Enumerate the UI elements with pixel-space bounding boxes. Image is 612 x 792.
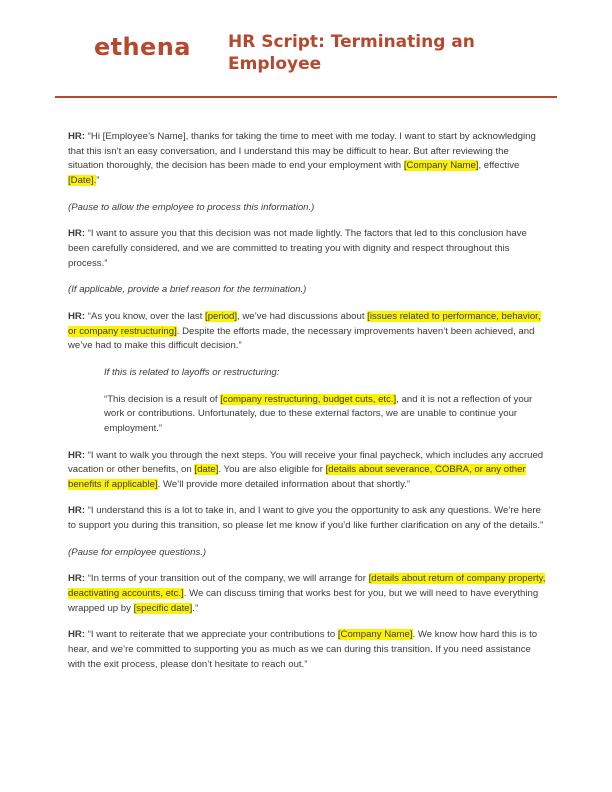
script-paragraph-assurance	[68, 227, 546, 271]
text-segment: . Despite the efforts made, the necessary improvements haven’t been achieved, and we’ve had to make this difficult decision.”	[68, 325, 535, 352]
script-body	[68, 130, 546, 684]
text-segment: .”	[192, 602, 199, 614]
text-segment: “This decision is a result of	[104, 393, 221, 405]
text-segment: (Pause for employee questions.)	[68, 546, 207, 558]
speaker-label: HR:	[68, 228, 86, 240]
highlighted-placeholder: [details about severance, COBRA, or any other benefits if applicable]	[68, 464, 526, 490]
script-paragraph-reason	[68, 310, 546, 354]
text-segment: “As you know, over the last	[85, 310, 206, 322]
text-segment: , and it is not a reflection of your work or contributions. Unfortunately, due to these external factors, we are unable to continue your employment.”	[104, 393, 533, 434]
script-paragraph-transition-logistics	[68, 572, 546, 616]
header-divider	[55, 96, 557, 98]
text-segment: . We know how hard this is to hear, and we’re committed to supporting you as much as we can during this transition. If you need assistance with the exit process, please don’t hesitate to reach out.”	[68, 629, 538, 670]
text-segment: . We can discuss timing that works best for you, but we will need to have everything wrapped up by	[68, 588, 539, 614]
ethena-logo: ethena	[94, 33, 191, 61]
text-segment: “I understand this is a lot to take in, and I want to give you the opportunity to ask any questions. We’re here to support you during this transition, so please let me know if you’d like further clarification on any of the details.”	[68, 505, 544, 532]
highlighted-placeholder: [period]	[205, 310, 238, 322]
speaker-label: HR:	[68, 310, 86, 322]
stage-direction-pause-questions	[68, 546, 546, 561]
text-segment: “I want to assure you that this decision was not made lightly. The factors that led to this conclusion have been carefully considered, and we are committed to treating you with dignity and respect throughout this process.”	[68, 228, 527, 269]
text-segment: “Hi [Employee’s Name], thanks for taking the time to meet with me today. I want to start by acknowledging that this isn’t an easy conversation, and I understand this may be difficult to hear. But after reviewing the situation thoroughly, the decision has been made to end your employment with	[68, 131, 536, 172]
highlighted-placeholder: [date]	[194, 464, 219, 476]
text-segment: If this is related to layoffs or restructuring:	[104, 366, 280, 378]
page-title: HR Script: Terminating an Employee	[228, 32, 475, 74]
stage-direction-layoffs-note	[104, 366, 546, 381]
speaker-label: HR:	[68, 505, 86, 517]
text-segment: (Pause to allow the employee to process this information.)	[68, 201, 315, 213]
highlighted-placeholder: [Date].	[68, 174, 97, 186]
highlighted-placeholder: [company restructuring, budget cuts, etc.]	[220, 393, 397, 405]
speaker-label: HR:	[68, 573, 86, 585]
text-segment: “In terms of your transition out of the company, we will arrange for	[85, 573, 369, 585]
text-segment: , effective	[478, 160, 520, 172]
highlighted-placeholder: [issues related to performance, behavior, or company restructuring]	[68, 310, 541, 337]
text-segment: . You are also eligible for	[218, 464, 326, 476]
highlighted-placeholder: [Company Name]	[403, 160, 479, 172]
highlighted-placeholder: [details about return of company property, deactivating accounts, etc.]	[68, 573, 546, 600]
stage-direction-pause-process	[68, 201, 546, 216]
script-paragraph-next-steps	[68, 449, 546, 493]
speaker-label: HR:	[68, 629, 86, 641]
script-paragraph-intro	[68, 130, 546, 189]
text-segment: “I want to reiterate that we appreciate your contributions to	[85, 629, 338, 641]
speaker-label: HR:	[68, 449, 86, 461]
script-paragraph-restructuring	[104, 393, 546, 437]
highlighted-placeholder: [specific date]	[133, 602, 193, 614]
script-paragraph-closing	[68, 628, 546, 672]
text-segment: , we’ve had discussions about	[237, 310, 368, 322]
text-segment: ”	[96, 174, 100, 186]
speaker-label: HR:	[68, 131, 86, 142]
text-segment: (If applicable, provide a brief reason for the termination.)	[68, 284, 307, 296]
text-segment: . We’ll provide more detailed information about that shortly.”	[157, 478, 411, 490]
highlighted-placeholder: [Company Name]	[337, 629, 413, 641]
script-paragraph-questions	[68, 504, 546, 533]
stage-direction-if-applicable	[68, 283, 546, 298]
text-segment: “I want to walk you through the next steps. You will receive your final paycheck, which includes any accrued vacation or other benefits, on	[68, 449, 544, 476]
